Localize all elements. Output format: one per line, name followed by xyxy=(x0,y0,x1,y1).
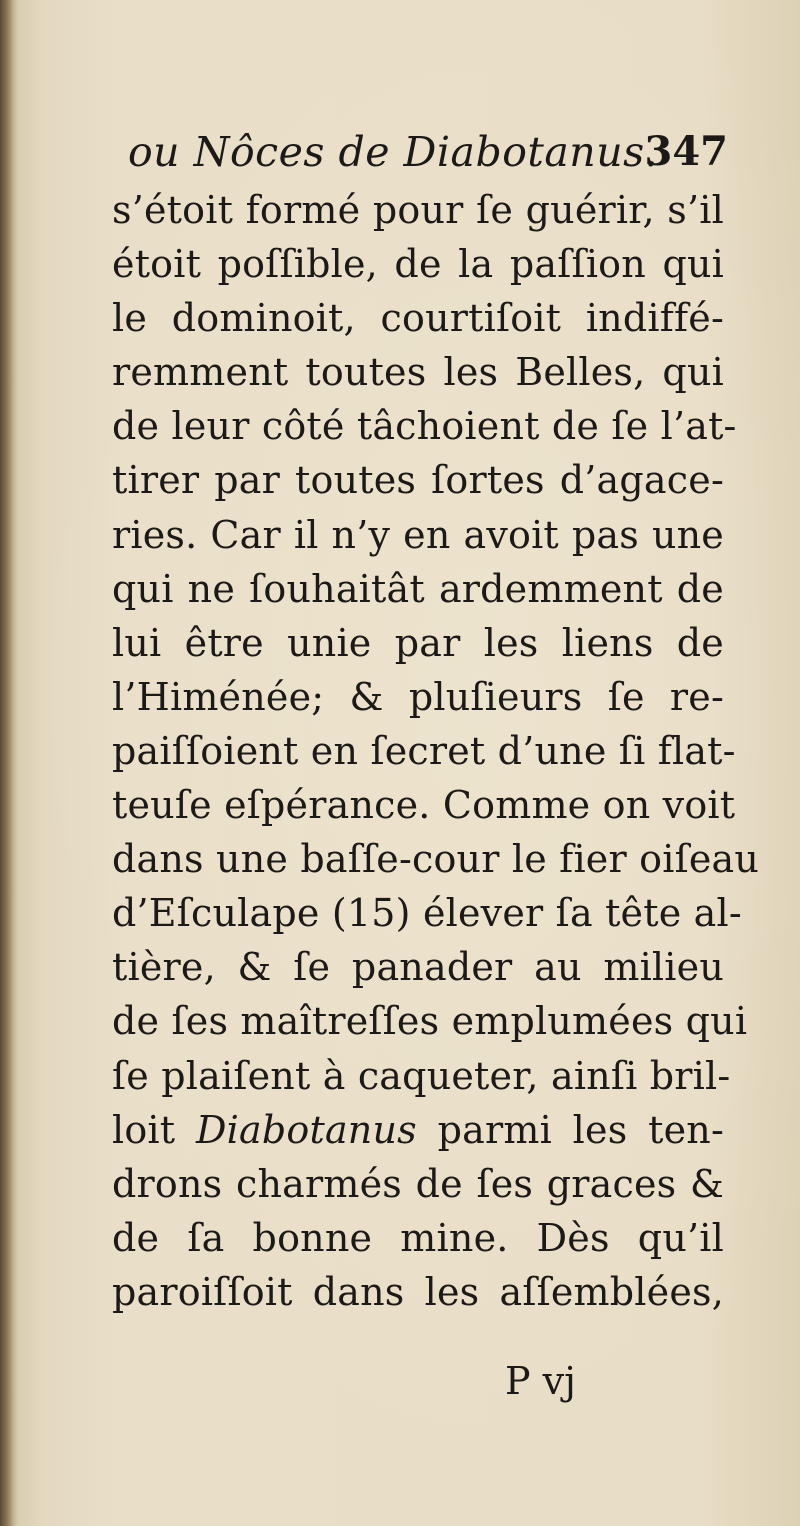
page-number: 347 xyxy=(644,128,728,175)
body-text xyxy=(112,183,760,1319)
text-line: remment toutes les Belles, qui xyxy=(112,350,724,395)
signature-mark: P vj xyxy=(505,1359,576,1403)
text-line: teuſe eſpérance. Comme on voit xyxy=(112,783,736,828)
page-gutter xyxy=(0,0,18,1526)
text-line: paroiſſoit dans les aſſemblées, xyxy=(112,1269,724,1314)
text-line: drons charmés de ſes graces & xyxy=(112,1161,724,1206)
text-line: d’Eſculape (15) élever ſa tête al- xyxy=(112,891,742,936)
running-title: ou Nôces de Diabotanus. xyxy=(128,128,659,176)
text-line: ſe plaiſent à caqueter, ainſi bril- xyxy=(112,1053,731,1098)
text-fragment: loit xyxy=(112,1107,176,1152)
text-line: de leur côté tâchoient de ſe l’at- xyxy=(112,404,737,449)
text-line: tirer par toutes ſortes d’agace- xyxy=(112,458,724,503)
text-line: paiſſoient en ſecret d’une ſi flat- xyxy=(112,728,736,773)
text-fragment: parmi les ten- xyxy=(437,1107,724,1152)
text-line: étoit poſſible, de la paſſion qui xyxy=(112,242,724,287)
text-line: qui ne ſouhaitât ardemment de xyxy=(112,566,724,611)
text-line: de ſes maîtreſſes emplumées qui xyxy=(112,999,748,1044)
text-line xyxy=(112,1103,724,1157)
text-line: dans une baſſe-cour le fier oiſeau xyxy=(112,837,760,882)
page-header xyxy=(128,124,728,180)
text-line: lui être unie par les liens de xyxy=(112,620,724,665)
text-line: s’étoit formé pour ſe guérir, s’il xyxy=(112,188,724,232)
text-line: de ſa bonne mine. Dès qu’il xyxy=(112,1215,724,1260)
italic-name: Diabotanus xyxy=(196,1107,417,1152)
text-line: le dominoit, courtiſoit indiffé- xyxy=(112,296,724,341)
text-line: l’Himénée; & pluſieurs ſe re- xyxy=(112,674,724,719)
text-line: tière, & ſe panader au milieu xyxy=(112,945,724,990)
text-line: ries. Car il n’y en avoit pas une xyxy=(112,512,724,557)
